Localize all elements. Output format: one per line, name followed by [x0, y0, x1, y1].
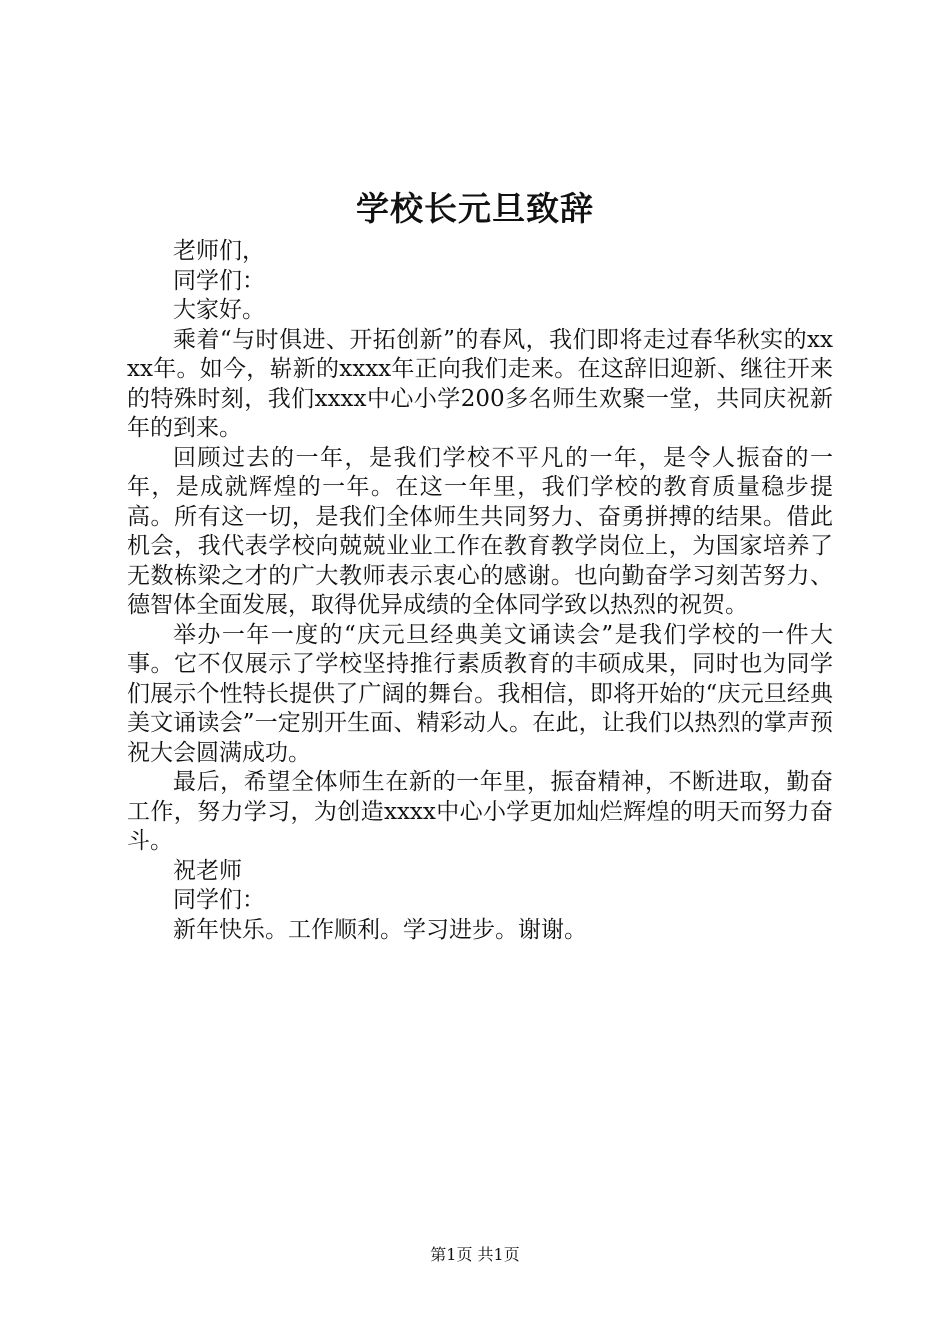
paragraph-review: 回顾过去的一年，是我们学校不平凡的一年，是令人振奋的一年，是成就辉煌的一年。在这一年里，我们学校的教育质量稳步提高。所有这一切，是我们全体师生共同努力、奋勇拼搏的结果。借此机会，我代表学校向兢兢业业工作在教育教学岗位上，为国家培养了无数栋梁之才的广大教师表示衷心的感谢。也向勤奋学习刻苦努力、德智体全面发展，取得优异成绩的全体同学致以热烈的祝贺。: [127, 444, 833, 618]
greeting-all: 大家好。: [173, 297, 265, 323]
paragraph-new-year: 乘着“与时俱进、开拓创新”的春风，我们即将走过春华秋实的xxxx年。如今，崭新的xxxx年正向我们走来。在这辞旧迎新、继往开来的特殊时刻，我们xxxx中心小学200多名师生欢聚一堂，共同庆祝新年的到来。: [127, 326, 833, 441]
document-title: 学校长元旦致辞: [356, 189, 594, 228]
wish-teachers: 祝老师: [173, 857, 242, 884]
document-body: [127, 237, 833, 945]
paragraph-reading-event: 举办一年一度的“庆元旦经典美文诵读会”是我们学校的一件大事。它不仅展示了学校坚持推行素质教育的丰硕成果，同时也为同学们展示个性特长提供了广阔的舞台。我相信，即将开始的“庆元旦经典美文诵读会”一定别开生面、精彩动人。在此，让我们以热烈的掌声预祝大会圆满成功。: [127, 621, 833, 766]
greeting-teachers: 老师们，: [173, 238, 265, 264]
wish-final: 新年快乐。工作顺利。学习进步。谢谢。: [173, 916, 587, 943]
greeting-students: 同学们：: [173, 267, 265, 294]
page-number-footer: 第1页 共1页: [430, 1245, 520, 1264]
paragraph-closing: 最后，希望全体师生在新的一年里，振奋精神，不断进取，勤奋工作，努力学习，为创造xxxx中心小学更加灿烂辉煌的明天而努力奋斗。: [127, 769, 833, 854]
wish-students: 同学们：: [173, 887, 265, 913]
